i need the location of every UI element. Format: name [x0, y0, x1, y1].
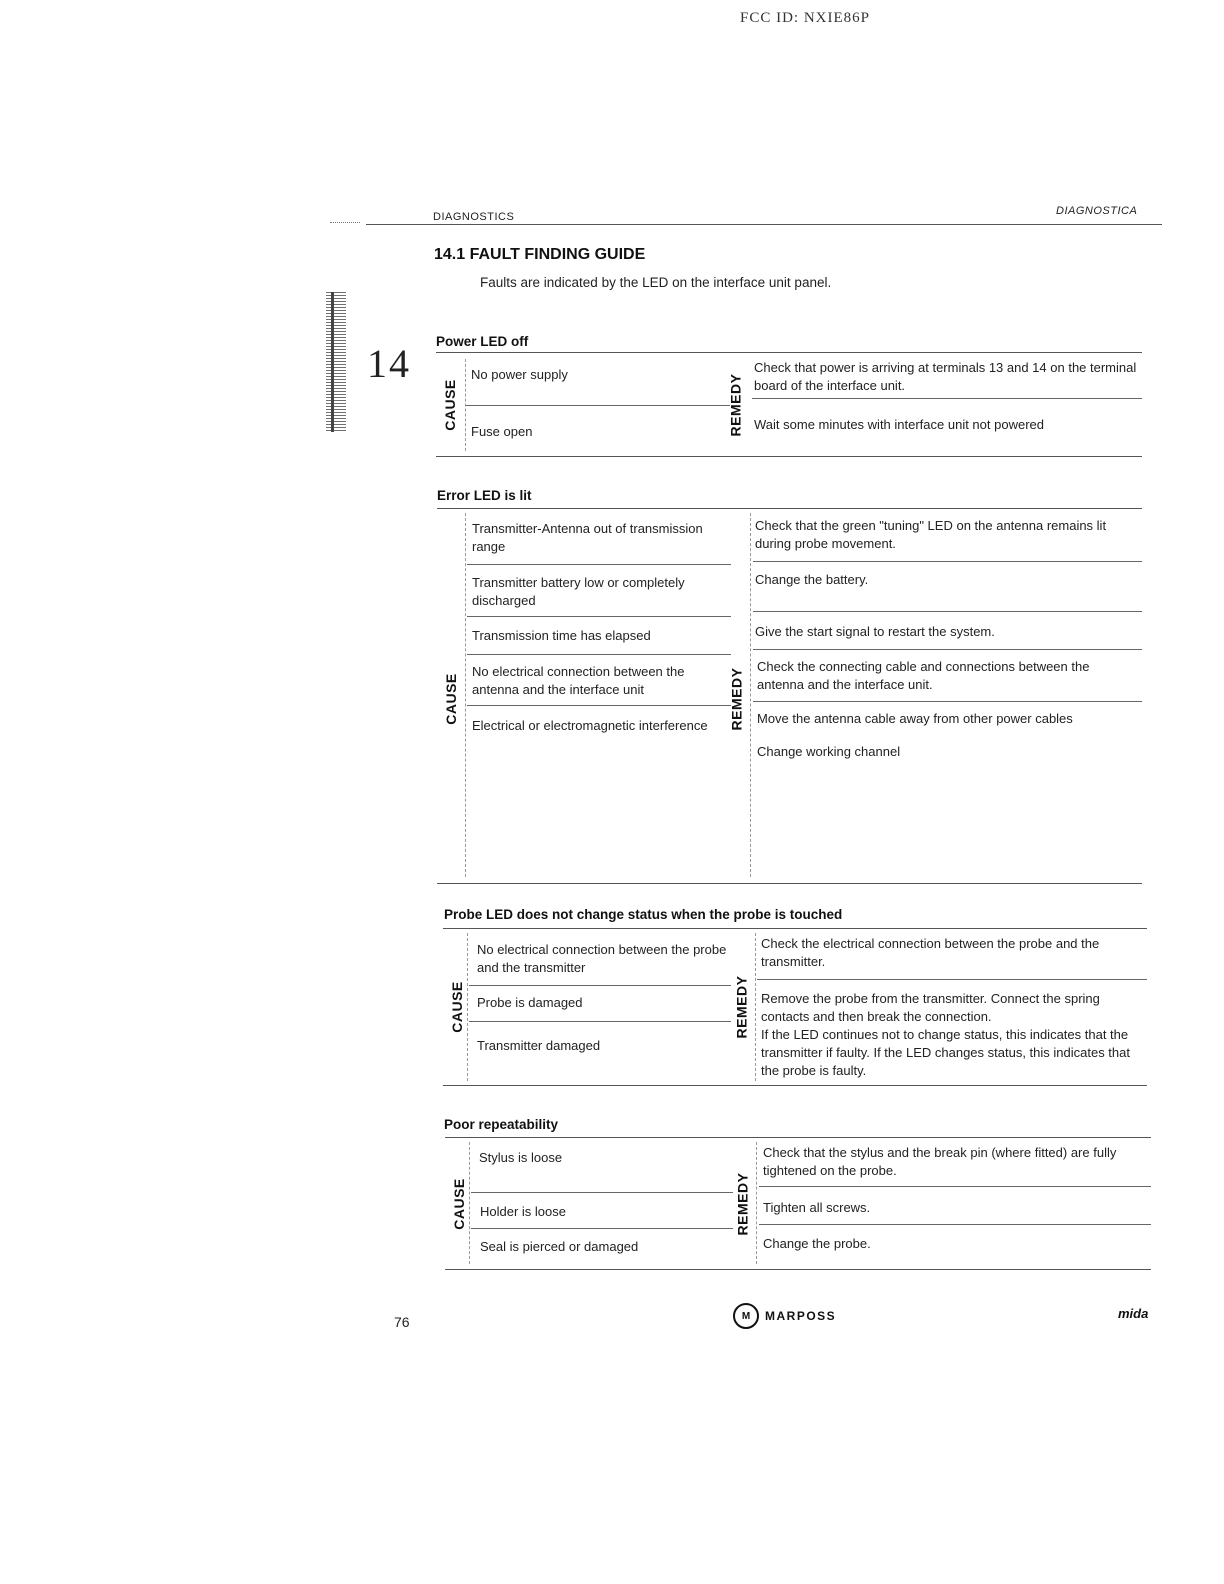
header-rule-tick [330, 222, 360, 223]
remedy-item: Tighten all screws. [763, 1200, 871, 1215]
cause-item: Transmitter damaged [477, 1038, 601, 1053]
remedy-item: Change the battery. [755, 572, 869, 587]
remedy-item: Change working channel [757, 744, 901, 759]
cause-item: Seal is pierced or damaged [480, 1239, 639, 1254]
section-poor-repeatability [445, 1137, 1151, 1270]
column-divider [755, 933, 756, 1081]
row-divider [467, 616, 731, 617]
row-divider [469, 1021, 731, 1022]
section-title-error-led: Error LED is lit [437, 488, 532, 503]
marposs-logo-icon: M [733, 1303, 759, 1329]
row-divider [466, 405, 730, 406]
remedy-item: Check the connecting cable and connections between the antenna and the interface unit. [757, 659, 1090, 692]
chapter-marker: 14 [367, 341, 411, 386]
marposs-logo [733, 1303, 836, 1329]
row-divider [759, 1186, 1151, 1187]
header-left-label: DIAGNOSTICS [433, 211, 515, 223]
cause-label: CAUSE [443, 673, 460, 725]
remedy-item: Change the probe. [763, 1236, 871, 1251]
row-divider [753, 701, 1142, 702]
remedy-item: Move the antenna cable away from other power cables [757, 711, 1073, 726]
column-divider [469, 1142, 470, 1264]
row-divider [753, 649, 1142, 650]
remedy-item: Check that the green "tuning" LED on the antenna remains lit during probe movement. [755, 518, 1107, 551]
row-divider [471, 1192, 733, 1193]
remedy-item: Remove the probe from the transmitter. Connect the spring contacts and then break the connection. [761, 991, 1100, 1024]
row-divider [469, 985, 731, 986]
cause-item: No electrical connection between the probe and the transmitter [477, 942, 727, 975]
intro-text: Faults are indicated by the LED on the interface unit panel. [480, 275, 832, 290]
remedy-item: Check the electrical connection between the probe and the transmitter. [761, 936, 1100, 969]
page-number: 76 [394, 1314, 410, 1330]
remedy-label: REMEDY [733, 975, 749, 1039]
section-title-poor-repeatability: Poor repeatability [444, 1117, 559, 1132]
remedy-label: REMEDY [727, 373, 743, 436]
section-probe-led [443, 928, 1147, 1086]
row-divider [753, 561, 1142, 562]
page-title: 14.1 FAULT FINDING GUIDE [434, 246, 646, 263]
margin-tab-spine [331, 292, 334, 432]
remedy-item: Wait some minutes with interface unit not powered [754, 417, 1044, 432]
section-power-led [436, 352, 1142, 457]
fcc-id: FCC ID: NXIE86P [740, 10, 871, 26]
margin-tab-mark [326, 292, 346, 432]
remedy-label: REMEDY [728, 667, 744, 731]
cause-label: CAUSE [449, 981, 466, 1033]
cause-item: Transmitter battery low or completely discharged [472, 575, 685, 608]
row-divider [759, 1224, 1151, 1225]
cause-item: No electrical connection between the antenna and the interface unit [472, 664, 685, 697]
remedy-item: Give the start signal to restart the system. [755, 624, 995, 639]
row-divider [757, 979, 1147, 980]
column-divider [465, 513, 466, 877]
column-divider [467, 933, 468, 1081]
column-divider [756, 1142, 757, 1264]
cause-item: Holder is loose [480, 1204, 566, 1219]
remedy-item: If the LED continues not to change status, this indicates that the transmitter if faulty. If the LED changes status, this indicates that the probe is faulty. [761, 1027, 1130, 1078]
cause-item: No power supply [471, 367, 568, 382]
row-divider [471, 1228, 733, 1229]
cause-item: Transmitter-Antenna out of transmission range [472, 521, 703, 554]
remedy-label: REMEDY [734, 1172, 750, 1235]
header-right-label: DIAGNOSTICA [1056, 205, 1138, 217]
product-name: mida [1118, 1306, 1149, 1321]
cause-item: Stylus is loose [479, 1150, 563, 1165]
brand-name: MARPOSS [765, 1309, 837, 1323]
row-divider [752, 398, 1142, 399]
section-title-probe-led: Probe LED does not change status when the probe is touched [444, 907, 843, 922]
row-divider [753, 611, 1142, 612]
cause-label: CAUSE [442, 378, 459, 431]
cause-item: Transmission time has elapsed [472, 628, 651, 643]
cause-label: CAUSE [451, 1177, 468, 1230]
remedy-item: Check that power is arriving at terminals 13 and 14 on the terminal board of the interface unit. [754, 360, 1137, 393]
row-divider [467, 705, 731, 706]
cause-item: Fuse open [471, 424, 533, 439]
row-divider [467, 564, 731, 565]
section-error-led [437, 508, 1142, 884]
cause-item: Probe is damaged [477, 995, 583, 1010]
remedy-item: Check that the stylus and the break pin (where fitted) are fully tightened on the probe. [763, 1145, 1117, 1178]
cause-item: Electrical or electromagnetic interference [472, 718, 708, 733]
row-divider [467, 654, 731, 655]
section-title-power-led: Power LED off [436, 334, 529, 349]
column-divider [750, 513, 751, 877]
header-rule [366, 224, 1162, 225]
